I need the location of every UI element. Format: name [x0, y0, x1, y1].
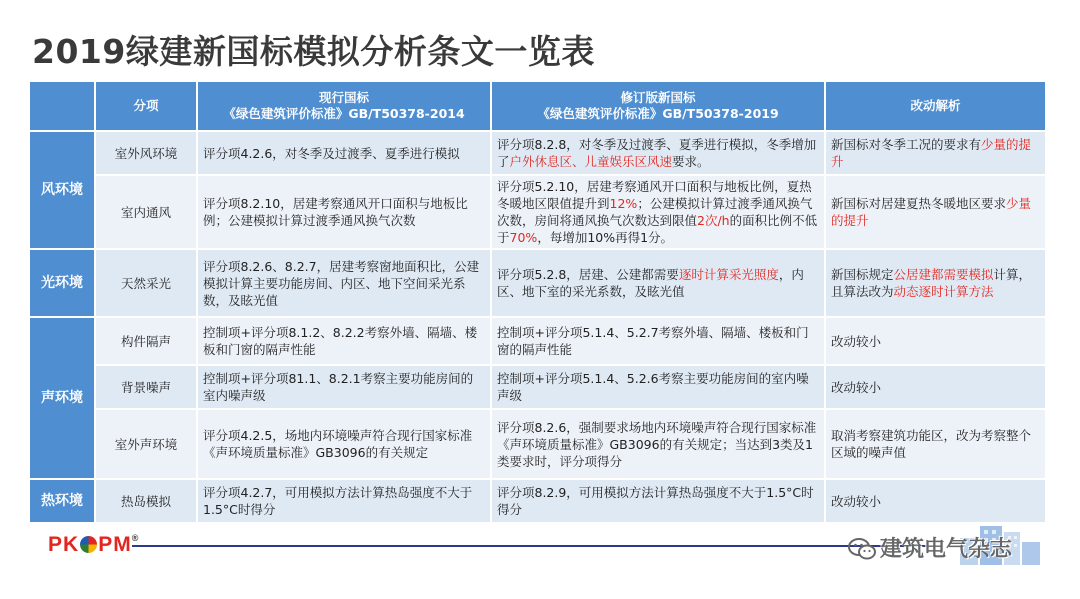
table-header-row	[29, 81, 1046, 131]
page-title: 2019绿建新国标模拟分析条文一览表	[32, 32, 595, 71]
revised-text: 评分项5.2.8，居建、公建都需要逐时计算采光照度，内区、地下室的采光系数，及眩光值	[491, 249, 825, 317]
item-name: 热岛模拟	[95, 479, 197, 523]
revised-text: 评分项8.2.9，可用模拟方法计算热岛强度不大于1.5°C时得分	[491, 479, 825, 523]
analysis-text: 取消考察建筑功能区，改为考察整个区域的噪声值	[825, 409, 1046, 479]
category-heat: 热环境	[29, 479, 95, 523]
current-text: 评分项4.2.5，场地内环境噪声符合现行国家标准《声环境质量标准》GB3096的有关规定	[197, 409, 491, 479]
table-row	[29, 479, 1046, 523]
table-row	[29, 365, 1046, 409]
category-light: 光环境	[29, 249, 95, 317]
revised-text: 评分项8.2.8，对冬季及过渡季、夏季进行模拟，冬季增加了户外休息区、儿童娱乐区风速要求。	[491, 131, 825, 175]
current-text: 评分项8.2.6、8.2.7，居建考察窗地面积比，公建模拟计算主要功能房间、内区、地下空间采光系数，及眩光值	[197, 249, 491, 317]
table-row	[29, 249, 1046, 317]
footer-divider	[132, 545, 942, 547]
watermark-text: 建筑电气杂志	[880, 537, 1013, 562]
table-row	[29, 409, 1046, 479]
header-revised-line2: 《绿色建筑评价标准》GB/T50378-2019	[537, 106, 779, 121]
revised-text: 控制项+评分项5.1.4、5.2.6考察主要功能房间的室内噪声级	[491, 365, 825, 409]
item-name: 构件隔声	[95, 317, 197, 365]
revised-text: 评分项8.2.6，强制要求场地内环境噪声符合现行国家标准《声环境质量标准》GB3096的有关规定；当达到3类及1类要求时，评分项得分	[491, 409, 825, 479]
analysis-text: 新国标对居建夏热冬暖地区要求少量的提升	[825, 175, 1046, 249]
item-name: 背景噪声	[95, 365, 197, 409]
analysis-text: 新国标规定公居建都需要模拟计算，且算法改为动态逐时计算方法	[825, 249, 1046, 317]
table-row	[29, 175, 1046, 249]
header-revised-standard	[491, 81, 825, 131]
header-current-standard	[197, 81, 491, 131]
header-category	[29, 81, 95, 131]
item-name: 室外声环境	[95, 409, 197, 479]
item-name: 天然采光	[95, 249, 197, 317]
table-row	[29, 317, 1046, 365]
category-wind: 风环境	[29, 131, 95, 249]
header-analysis: 改动解析	[825, 81, 1046, 131]
comparison-table	[28, 80, 1047, 524]
current-text: 控制项+评分项8.1.2、8.2.2考察外墙、隔墙、楼板和门窗的隔声性能	[197, 317, 491, 365]
header-revised-line1: 修订版新国标	[620, 90, 696, 105]
revised-text: 控制项+评分项5.1.4、5.2.7考察外墙、隔墙、楼板和门窗的隔声性能	[491, 317, 825, 365]
analysis-text: 改动较小	[825, 365, 1046, 409]
item-name: 室内通风	[95, 175, 197, 249]
item-name: 室外风环境	[95, 131, 197, 175]
header-item: 分项	[95, 81, 197, 131]
table-row	[29, 131, 1046, 175]
current-text: 评分项4.2.7，可用模拟方法计算热岛强度不大于1.5°C时得分	[197, 479, 491, 523]
current-text: 评分项8.2.10，居建考察通风开口面积与地板比例；公建模拟计算过渡季通风换气次数	[197, 175, 491, 249]
category-sound: 声环境	[29, 317, 95, 479]
header-current-line2: 《绿色建筑评价标准》GB/T50378-2014	[223, 106, 465, 121]
revised-text: 评分项5.2.10，居建考察通风开口面积与地板比例，夏热冬暖地区限值提升到12%；公建模拟计算过渡季通风换气次数，房间将通风换气次数达到限值2次/h的面积比例不低于70%，每增加10%再得1分。	[491, 175, 825, 249]
header-current-line1: 现行国标	[318, 90, 369, 105]
wechat-icon	[848, 537, 876, 561]
logo-ring-icon	[80, 536, 97, 553]
pkpm-logo: PK PM®	[48, 533, 140, 556]
analysis-text: 新国标对冬季工况的要求有少量的提升	[825, 131, 1046, 175]
analysis-text: 改动较小	[825, 317, 1046, 365]
current-text: 控制项+评分项81.1、8.2.1考察主要功能房间的室内噪声级	[197, 365, 491, 409]
analysis-text: 改动较小	[825, 479, 1046, 523]
current-text: 评分项4.2.6，对冬季及过渡季、夏季进行模拟	[197, 131, 491, 175]
